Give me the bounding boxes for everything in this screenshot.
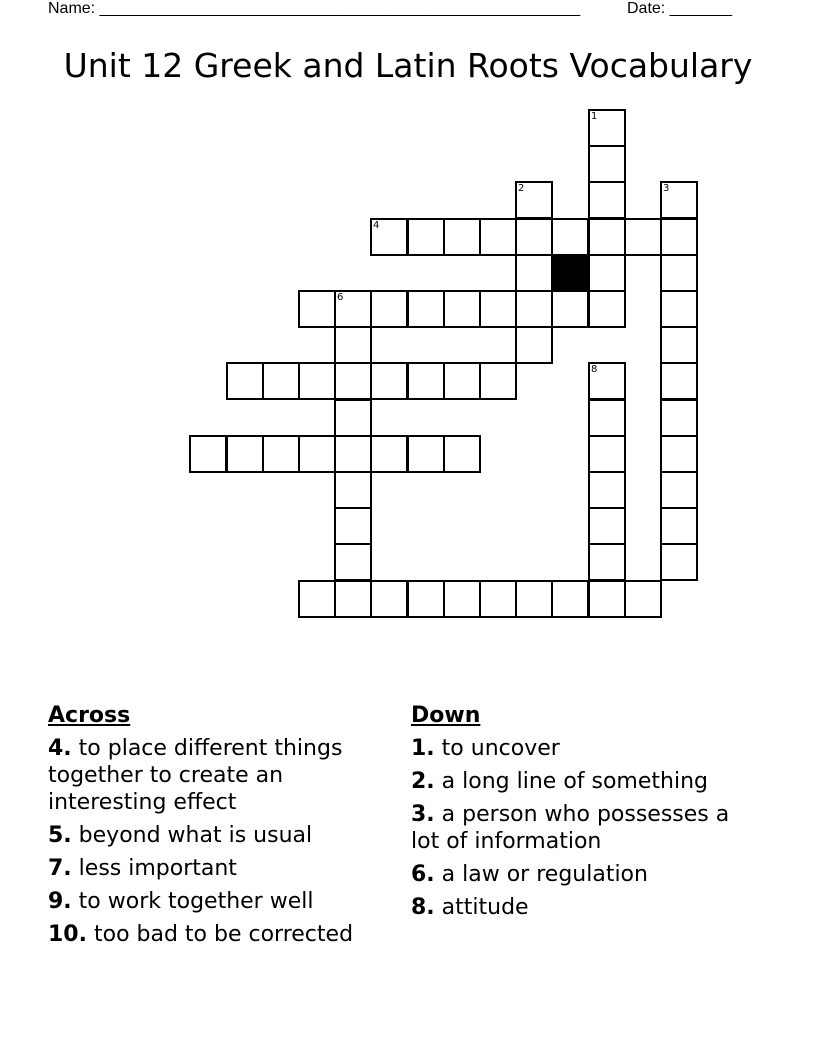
grid-cell[interactable] [334,543,372,581]
clue-number: 9. [48,889,72,914]
grid-block [551,254,589,292]
clue-number: 2. [411,769,435,794]
grid-cell[interactable] [515,181,553,219]
grid-cell[interactable] [588,254,626,292]
grid-cell[interactable] [660,254,698,292]
grid-cell[interactable] [334,507,372,545]
down-clue [411,894,751,921]
grid-cell[interactable] [515,326,553,364]
grid-cell[interactable] [588,580,626,618]
grid-cell[interactable] [660,290,698,328]
clue-number-label: 3 [663,183,670,194]
clue-text: less important [78,856,237,881]
clue-number-label: 2 [518,183,525,194]
down-clue [411,861,751,888]
grid-cell[interactable] [588,399,626,437]
grid-cell[interactable] [334,580,372,618]
grid-cell[interactable] [588,109,626,147]
grid-cell[interactable] [588,218,626,256]
grid-cell[interactable] [660,507,698,545]
clue-text: too bad to be corrected [93,922,354,947]
grid-cell[interactable] [262,362,300,400]
grid-cell[interactable] [334,471,372,509]
grid-cell[interactable] [407,362,445,400]
grid-cell[interactable] [660,181,698,219]
clue-number-label: 8 [591,364,598,375]
across-heading: Across [48,703,131,728]
down-heading: Down [411,703,481,728]
grid-cell[interactable] [588,543,626,581]
grid-cell[interactable] [407,580,445,618]
clue-number: 7. [48,856,72,881]
clue-text: to place different things together to create an interesting effect [48,736,343,815]
clue-number-label: 1 [591,111,598,122]
grid-cell[interactable] [407,218,445,256]
grid-cell[interactable] [515,218,553,256]
grid-cell[interactable] [298,362,336,400]
grid-cell[interactable] [624,218,662,256]
clue-number: 10. [48,922,87,947]
date-line: Date: _______ [627,0,732,17]
grid-cell[interactable] [515,290,553,328]
clue-text: a person who possesses a lot of information [411,802,730,854]
grid-cell[interactable] [443,580,481,618]
grid-cell[interactable] [588,507,626,545]
grid-cell[interactable] [189,435,227,473]
clue-text: a long line of something [441,769,708,794]
grid-cell[interactable] [370,218,408,256]
grid-cell[interactable] [551,580,589,618]
grid-cell[interactable] [660,435,698,473]
grid-cell[interactable] [588,471,626,509]
grid-cell[interactable] [443,290,481,328]
grid-cell[interactable] [370,580,408,618]
grid-cell[interactable] [551,290,589,328]
across-clue [48,735,400,816]
across-clue [48,855,400,882]
grid-cell[interactable] [407,290,445,328]
grid-cell[interactable] [334,435,372,473]
grid-cell[interactable] [515,580,553,618]
clue-text: attitude [441,895,529,920]
grid-cell[interactable] [588,435,626,473]
down-clue [411,768,751,795]
grid-cell[interactable] [334,326,372,364]
grid-cell[interactable] [226,435,264,473]
across-clue [48,822,400,849]
grid-cell[interactable] [660,399,698,437]
grid-cell[interactable] [588,290,626,328]
grid-cell[interactable] [443,362,481,400]
grid-cell[interactable] [298,580,336,618]
down-clue [411,801,751,855]
grid-cell[interactable] [262,435,300,473]
clue-number: 8. [411,895,435,920]
clue-text: beyond what is usual [78,823,313,848]
grid-cell[interactable] [479,290,517,328]
clue-number: 3. [411,802,435,827]
grid-cell[interactable] [334,399,372,437]
across-clue [48,921,400,948]
down-clue [411,735,751,762]
grid-cell[interactable] [479,362,517,400]
clue-number: 4. [48,736,72,761]
down-clues [411,702,751,927]
grid-cell[interactable] [370,290,408,328]
grid-cell[interactable] [298,435,336,473]
name-line: Name: ______________________________________________________ [48,0,581,17]
clue-number: 6. [411,862,435,887]
grid-cell[interactable] [588,181,626,219]
grid-cell[interactable] [660,471,698,509]
across-clues [48,702,400,954]
clue-number-label: 4 [373,220,380,231]
clue-number: 5. [48,823,72,848]
clue-text: to uncover [441,736,560,761]
grid-cell[interactable] [443,435,481,473]
grid-cell[interactable] [660,362,698,400]
clue-text: a law or regulation [441,862,648,887]
grid-cell[interactable] [479,218,517,256]
grid-cell[interactable] [479,580,517,618]
grid-cell[interactable] [370,435,408,473]
grid-cell[interactable] [226,362,264,400]
clue-text: to work together well [78,889,314,914]
grid-cell[interactable] [660,218,698,256]
clue-number: 1. [411,736,435,761]
grid-cell[interactable] [407,435,445,473]
grid-cell[interactable] [515,254,553,292]
grid-cell[interactable] [298,290,336,328]
grid-cell[interactable] [624,580,662,618]
grid-cell[interactable] [660,326,698,364]
grid-cell[interactable] [660,543,698,581]
grid-cell[interactable] [370,362,408,400]
grid-cell[interactable] [551,218,589,256]
grid-cell[interactable] [588,362,626,400]
grid-cell[interactable] [334,290,372,328]
grid-cell[interactable] [443,218,481,256]
across-clue [48,888,400,915]
clue-number-label: 6 [337,292,344,303]
grid-cell[interactable] [588,145,626,183]
page-title: Unit 12 Greek and Latin Roots Vocabulary [63,46,753,85]
grid-cell[interactable] [334,362,372,400]
